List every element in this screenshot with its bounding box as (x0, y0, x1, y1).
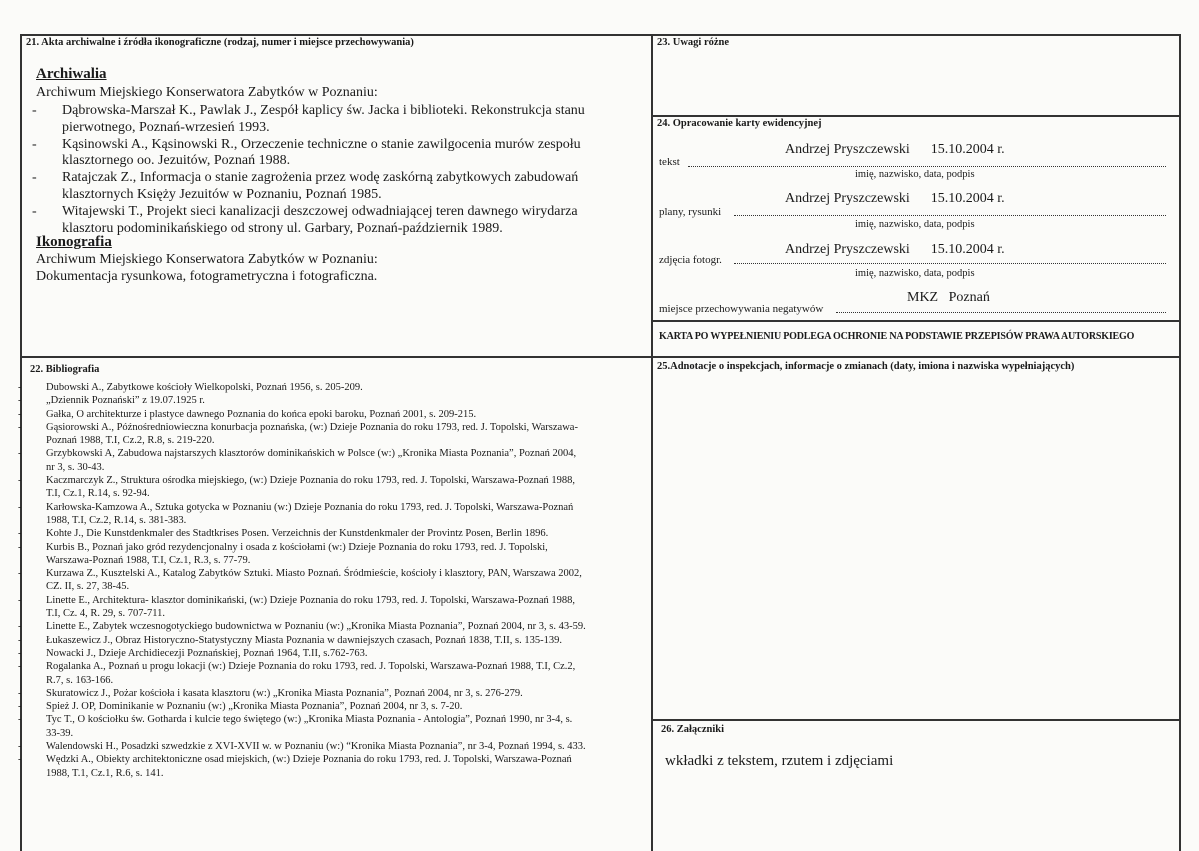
bibliography-line: 33-39. (46, 727, 74, 739)
bibliography-item (18, 527, 638, 540)
row-label-plany: plany, rysunki (659, 206, 722, 218)
list-dash: - (18, 568, 22, 580)
bibliography-item (18, 647, 638, 660)
bibliography-item (18, 620, 638, 633)
negatives-value: MKZ Poznań (907, 290, 990, 305)
archiwalia-heading: Archiwalia (36, 66, 107, 82)
bibliography-item (18, 474, 638, 501)
bibliography-item (18, 687, 638, 700)
bibliography-line: Linette E., Architektura- klasztor dominikański, (w:) Dzieje Poznania do roku 1793, red. J. Topolski, Warszawa-Poznań 1988, (46, 594, 576, 606)
list-dash: - (18, 647, 22, 659)
sec21-title: 21. Akta archiwalne i źródła ikonograficzne (rodzaj, numer i miejsce przechowywania) (26, 37, 414, 48)
bibliography-item (18, 394, 638, 407)
bibliography-line: Warszawa-Poznań 1988, T.I, Cz.1, R.3, s. 77-79. (46, 554, 251, 566)
list-dash: - (18, 501, 22, 513)
bibliography-item (18, 381, 638, 394)
ikonografia-text: Dokumentacja rysunkowa, fotogrametryczna i fotograficzna. (36, 269, 378, 284)
bibliography-line: Poznań 1988, T.I, Cz.2, R.8, s. 219-220. (46, 435, 215, 447)
bibliography-item (18, 447, 638, 474)
archiwalia-source: Archiwum Miejskiego Konserwatora Zabytków w Poznaniu: (36, 85, 378, 100)
row-caption-plany: imię, nazwisko, data, podpis (855, 219, 975, 230)
bibliography-item (18, 660, 638, 687)
bibliography-item (18, 421, 638, 448)
bibliography-line: Linette E., Zabytek wczesnogotyckiego budownictwa w Poznaniu (w:) „Kronika Miasta Poznania”, Poznań 2004, nr 3, s. 43-59. (46, 621, 586, 633)
row-label-zdjecia: zdjęcia fotogr. (659, 254, 722, 266)
bibliography-line: Nowacki J., Dzieje Archidiecezji Poznańskiej, Poznań 1964, T.II, s.762-763. (46, 647, 368, 659)
bibliography-line: Karłowska-Kamzowa A., Sztuka gotycka w Poznaniu (w:) Dzieje Poznania do roku 1793, red. J. Topolski, Warszawa-Poznań (46, 501, 574, 513)
list-dash: - (18, 528, 22, 540)
list-dash: - (18, 687, 22, 699)
negatives-label: miejsce przechowywania negatywów (659, 303, 824, 315)
ikonografia-source: Archiwum Miejskiego Konserwatora Zabytków w Poznaniu: (36, 252, 378, 267)
row-value-plany: Andrzej Pryszczewski 15.10.2004 r. (785, 191, 1005, 206)
bibliography-line: T.I, Cz. 4, R. 29, s. 707-711. (46, 608, 165, 620)
list-dash: - (18, 594, 22, 606)
bibliography-item (18, 713, 638, 740)
list-dash: - (18, 661, 22, 673)
bibliography-item (18, 634, 638, 647)
bibliography-item (18, 541, 638, 568)
bibliography-line: Kurzawa Z., Kusztelski A., Katalog Zabytków Sztuki. Miasto Poznań. Śródmieście, kościoły i klasztory, PAN, Warszawa 2002, (46, 568, 582, 580)
bibliography-line: Dubowski A., Zabytkowe kościoły Wielkopolski, Poznań 1956, s. 205-209. (46, 382, 363, 393)
bibliography-line: Gąsiorowski A., Późnośredniowieczna konurbacja poznańska, (w:) Dzieje Poznania do roku 1793, red. J. Topolski, Warszawa- (46, 421, 578, 433)
bibliography-item (18, 700, 638, 713)
list-dash: - (18, 395, 22, 407)
archiwalia-item: - Ratajczak Z., Informacja o stanie zagrożenia przez wodę zaskórną zabytkowych zabudowań klasztornych Księży Jezuitów w Poznaniu, Poznań 1985. (32, 170, 579, 202)
row-label-tekst: tekst (659, 156, 680, 168)
mid-divider (20, 356, 1180, 358)
list-dash: - (18, 382, 22, 393)
bibliography-line: Kohte J., Die Kunstdenkmaler des Stadtkrises Posen. Verzeichnis der Kunstdenkmaler der Provintz Posen, Berlin 1896. (46, 528, 549, 540)
bibliography-item (18, 753, 638, 780)
list-dash: - (18, 421, 22, 433)
bibliography-line: 1988, T.1, Cz.1, R.6, s. 141. (46, 767, 164, 779)
sec24-notice-divider (651, 320, 1180, 322)
list-dash: - (18, 714, 22, 726)
bibliography-item (18, 740, 638, 753)
row-caption-zdjecia: imię, nazwisko, data, podpis (855, 268, 975, 279)
bibliography-line: Kurbis B., Poznań jako gród rezydencjonalny i osada z kościołami (w:) Dzieje Poznania do roku 1793, red. J. Topolski, (46, 541, 548, 553)
list-dash: - (18, 754, 22, 766)
attachments-text: wkładki z tekstem, rzutem i zdjęciami (665, 753, 894, 769)
archiwalia-list (32, 103, 622, 237)
bibliography-line: Łukaszewicz J., Obraz Historyczno-Statystyczny Miasta Poznania w dawniejszych czasach, Poznań 1838, T.II, s. 135-139. (46, 634, 563, 646)
bibliography-line: Skuratowicz J., Pożar kościoła i kasata klasztoru (w:) „Kronika Miasta Poznania”, Poznań 2004, nr 3, s. 276-279. (46, 687, 523, 699)
ikonografia-heading: Ikonografia (36, 234, 112, 250)
row-value-zdjecia: Andrzej Pryszczewski 15.10.2004 r. (785, 242, 1005, 257)
archiwalia-item: - Kąsinowski A., Kąsinowski R., Orzeczenie techniczne o stanie zawilgocenia murów zespołu klasztornego oo. Jezuitów, Poznań 1988. (32, 136, 581, 169)
bibliography-line: „Dziennik Poznański” z 19.07.1925 r. (46, 395, 205, 407)
sec23-title: 23. Uwagi różne (657, 37, 730, 48)
bibliography-line: nr 3, s. 30-43. (46, 461, 105, 473)
row-dotline-tekst (688, 166, 1166, 167)
bibliography-item (18, 594, 638, 621)
bibliography-line: Spież J. OP, Dominikanie w Poznaniu (w:) „Kronika Miasta Poznania”, Poznań 2004, nr 3, s. 7-20. (46, 701, 463, 713)
row-dotline-plany (734, 215, 1166, 216)
list-dash: - (18, 634, 22, 646)
bibliography-item (18, 567, 638, 594)
bibliography-item (18, 408, 638, 421)
center-divider (651, 34, 653, 851)
negatives-dotline (836, 312, 1166, 313)
list-dash: - (18, 701, 22, 713)
bibliography-line: Kaczmarczyk Z., Struktura ośrodka miejskiego, (w:) Dzieje Poznania do roku 1793, red. J. Topolski, Warszawa-Poznań 1988, (46, 475, 576, 487)
sec25-title: 25.Adnotacje o inspekcjach, informacje o zmianach (daty, imiona i nazwiska wypełniających) (657, 361, 1075, 372)
bibliography-line: Grzybkowski A, Zabudowa najstarszych klasztorów dominikańskich w Polsce (w:) „Kronika Miasta Poznania”, Poznań 2004, (46, 448, 577, 460)
list-dash: - (18, 541, 22, 553)
list-dash: - (18, 408, 22, 420)
archiwalia-item: - Dąbrowska-Marszał K., Pawlak J., Zespół kaplicy św. Jacka i biblioteki. Rekonstrukcja stanu pierwotnego, Poznań-wrzesień 1993. (32, 103, 585, 135)
bibliography-line: T.I, Cz.1, R.14, s. 92-94. (46, 488, 150, 500)
bibliography-line: R.7, s. 163-166. (46, 674, 114, 686)
row-dotline-zdjecia (734, 263, 1166, 264)
sec22-title: 22. Bibliografia (30, 364, 100, 375)
bibliography-line: 1988, T.I, Cz.2, R.14, s. 381-383. (46, 514, 187, 526)
bibliography-line: Rogalanka A., Poznań u progu lokacji (w:) Dzieje Poznania do roku 1793, red. J. Topolski, Warszawa-Poznań 1988, T.I, Cz.2, (46, 661, 576, 673)
sec25-26-divider (651, 719, 1180, 721)
row-caption-tekst: imię, nazwisko, data, podpis (855, 169, 975, 180)
sec23-24-divider (651, 115, 1180, 117)
list-dash: - (18, 448, 22, 460)
right-border (1179, 34, 1181, 851)
bibliography-line: Gałka, O architekturze i plastyce dawnego Poznania do końca epoki baroku, Poznań 2001, s. 209-215. (46, 408, 477, 420)
bibliography-line: CZ. II, s. 27, 38-45. (46, 581, 130, 593)
list-dash: - (18, 475, 22, 487)
row-value-tekst: Andrzej Pryszczewski 15.10.2004 r. (785, 142, 1005, 157)
list-dash: - (18, 621, 22, 633)
archiwalia-item: - Witajewski T., Projekt sieci kanalizacji deszczowej odwadniającej teren dawnego wirydarza klasztoru podominikańskiego od strony ul. Garbary, Poznań-październik 1989. (32, 203, 578, 236)
sec24-title: 24. Opracowanie karty ewidencyjnej (657, 118, 822, 129)
sec26-title: 26. Załączniki (661, 724, 725, 735)
bibliography-line: Walendowski H., Posadzki szwedzkie z XVI-XVII w. w Poznaniu (w:) “Kronika Miasta Poznania”, nr 3-4, Poznań 1994, s. 433. (46, 741, 586, 753)
bibliography-line: Tyc T., O kościołku św. Gotharda i kulcie tego świętego (w:) „Kronika Miasta Poznania - Antologia”, Poznań 1990, nr 3-4, s. (46, 714, 573, 726)
bibliography-list (18, 381, 638, 780)
copyright-notice: KARTA PO WYPEŁNIENIU PODLEGA OCHRONIE NA PODSTAWIE PRZEPISÓW PRAWA AUTORSKIEGO (659, 331, 1135, 342)
list-dash: - (18, 741, 22, 753)
top-border (20, 34, 1180, 36)
bibliography-item (18, 501, 638, 528)
bibliography-line: Wędzki A., Obiekty architektoniczne osad miejskich, (w:) Dzieje Poznania do roku 1793, red. J. Topolski, Warszawa-Poznań (46, 754, 572, 766)
